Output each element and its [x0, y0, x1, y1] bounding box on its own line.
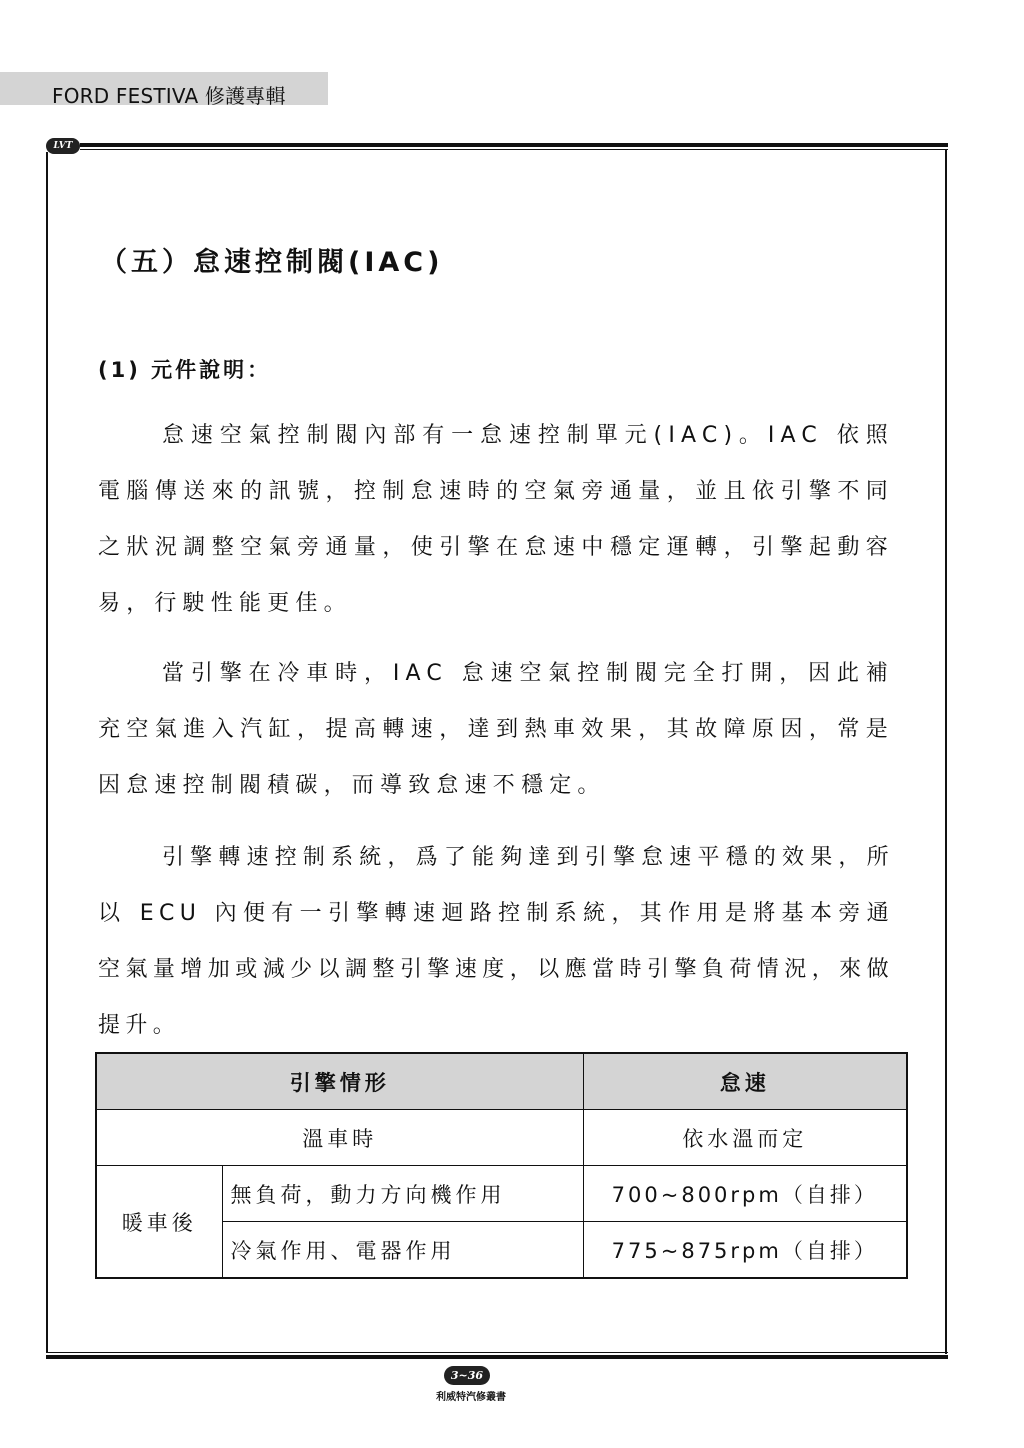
paragraph-cold-start: 當引擎在冷車時，IAC 怠速空氣控制閥完全打開，因此補充空氣進入汽缸，提高轉速，達到熱車效果，其故障原因，常是因怠速控制閥積碳，而導致怠速不穩定。 [98, 661, 894, 798]
cell-condition-ac-on: 冷氣作用、電器作用 [222, 1222, 583, 1279]
cell-idle-cold: 依水溫而定 [583, 1110, 907, 1166]
bottom-rule-thin [46, 1352, 948, 1353]
publisher-name: 利威特汽修叢書 [436, 1392, 506, 1403]
header-idle-speed: 怠速 [583, 1053, 907, 1110]
paragraph-component-description: 怠速空氣控制閥內部有一怠速控制單元(IAC)。IAC 依照電腦傳送來的訊號，控制怠速時的空氣旁通量，並且依引擎不同之狀況調整空氣旁通量，使引擎在怠速中穩定運轉，引擎起動容易，行駛性能更佳。 [98, 423, 894, 616]
publisher-logo: LVT [46, 138, 80, 154]
cell-idle-no-load: 700~800rpm（自排） [583, 1166, 907, 1222]
table-header-row [96, 1053, 907, 1110]
cell-condition-no-load: 無負荷，動力方向機作用 [222, 1166, 583, 1222]
cell-group-warm: 暖車後 [96, 1166, 222, 1279]
cell-condition-cold: 溫車時 [96, 1110, 583, 1166]
idle-speed-table [95, 1052, 908, 1279]
page-number-badge: 3~36 [444, 1366, 490, 1385]
frame-left-border [46, 152, 48, 1352]
top-rule-thin [80, 149, 948, 150]
header-engine-condition: 引擎情形 [96, 1053, 583, 1110]
section-title: （五）怠速控制閥(IAC) [100, 247, 444, 278]
top-rule [80, 143, 948, 147]
header-title: FORD FESTIVA 修護專輯 [52, 84, 286, 108]
subsection-title: (1) 元件說明： [98, 358, 272, 382]
table-row [96, 1110, 907, 1166]
table-row [96, 1166, 907, 1222]
paragraph-speed-control: 引擎轉速控制系統，爲了能夠達到引擎怠速平穩的效果，所以 ECU 內便有一引擎轉速迴路控制系統，其作用是將基本旁通空氣量增加或減少以調整引擎速度，以應當時引擎負荷情況，來做提升。 [98, 845, 894, 1038]
frame-right-border [945, 150, 947, 1354]
cell-idle-ac-on: 775~875rpm（自排） [583, 1222, 907, 1279]
bottom-rule [46, 1355, 948, 1359]
